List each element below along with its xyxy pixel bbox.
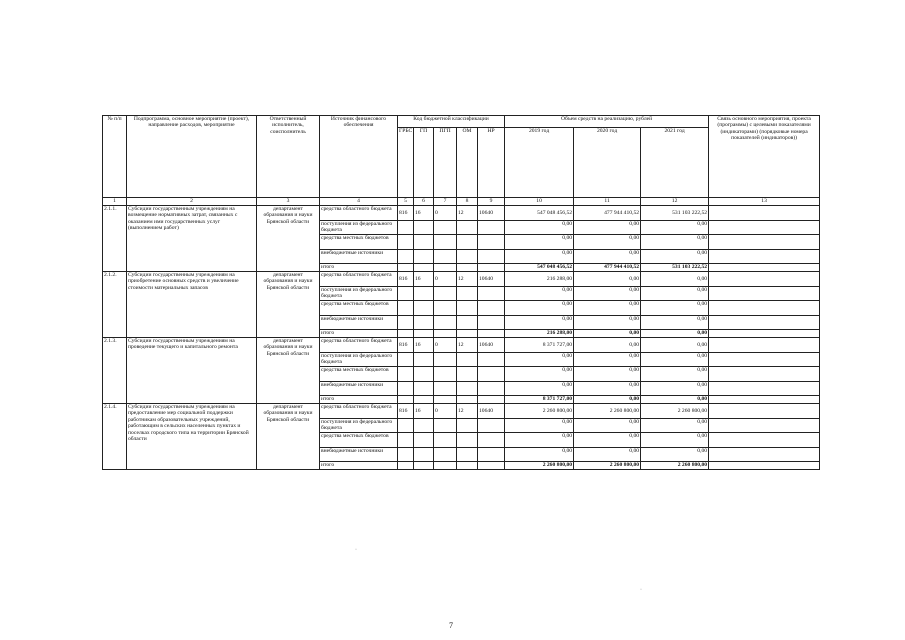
code-gp: 16 [414,206,434,221]
code-nr [478,220,505,235]
code-pgp: 0 [434,338,457,353]
header-2020: 2020 год [574,128,641,198]
code-pgp [434,301,457,316]
item-number: 2.1.2. [103,272,127,338]
indicator-link-cell [709,206,820,221]
amount-cell: 0,00 [574,249,641,264]
code-gp [414,462,434,470]
indicator-link-cell [709,433,820,448]
amount-cell: 0,00 [505,433,574,448]
amount-cell: 0,00 [641,220,709,235]
amount-cell: 0,00 [574,301,641,316]
item-title: Субсидии государственным учреждениям на приобретение основных средств и увеличение стоимости материальных запасов [127,272,257,338]
column-number: 8 [457,198,478,206]
code-nr [478,462,505,470]
amount-cell: 0,00 [641,418,709,433]
column-number: 1 [103,198,127,206]
code-grbs [398,396,414,404]
code-grbs: 816 [398,404,414,419]
item-title: Субсидии государственным учреждениям на предоставление мер социальной поддержки работникам образовательных учреждений, работающим в сельских населенных пунктах и поселках городского типа на территории Брянской области [127,404,257,470]
header-link: Связь основного мероприятия, проекта (программы) с целевыми показателями (индикаторами) (порядковые номера показателей (индикаторов)) [709,116,820,198]
amount-cell: 477 944 410,52 [574,264,641,272]
code-pgp [434,235,457,250]
code-nr [478,315,505,330]
column-number: 9 [478,198,505,206]
amount-cell: 0,00 [574,272,641,287]
amount-cell: 0,00 [574,367,641,382]
amount-cell: 547 048 456,52 [505,206,574,221]
amount-cell: 0,00 [574,433,641,448]
source-label: внебюджетные источники [320,249,398,264]
column-number: 13 [709,198,820,206]
code-nr: 10640 [478,338,505,353]
code-grbs [398,352,414,367]
item-number: 2.1.4. [103,404,127,470]
indicator-link-cell [709,418,820,433]
code-nr [478,381,505,396]
indicator-link-cell [709,301,820,316]
code-om [457,381,478,396]
amount-cell: 547 048 456,52 [505,264,574,272]
column-number: 12 [641,198,709,206]
amount-cell: 0,00 [574,381,641,396]
code-gp [414,367,434,382]
indicator-link-cell [709,462,820,470]
code-om [457,396,478,404]
code-pgp [434,264,457,272]
source-label: поступления из федерального бюджета [320,220,398,235]
amount-cell: 0,00 [641,352,709,367]
amount-cell: 0,00 [641,396,709,404]
item-number: 2.1.3. [103,338,127,404]
amount-cell: 0,00 [574,352,641,367]
item-title: Субсидии государственным учреждениям на возмещение нормативных затрат, связанных с оказанием ими государственных услуг (выполнением работ) [127,206,257,272]
amount-cell: 216 288,00 [505,330,574,338]
column-number: 3 [257,198,320,206]
code-om [457,286,478,301]
scan-speck: · [355,547,357,553]
source-label: внебюджетные источники [320,447,398,462]
source-label: поступления из федерального бюджета [320,418,398,433]
code-pgp: 0 [434,404,457,419]
code-om [457,462,478,470]
code-nr [478,433,505,448]
amount-cell: 0,00 [641,338,709,353]
code-nr [478,301,505,316]
code-pgp: 0 [434,272,457,287]
amount-cell: 0,00 [505,235,574,250]
code-om: 12 [457,338,478,353]
code-nr: 10640 [478,206,505,221]
amount-cell: 0,00 [574,235,641,250]
code-gp [414,286,434,301]
code-pgp [434,367,457,382]
header-subprogram: Подпрограмма, основное мероприятие (проект), направление расходов, мероприятие [127,116,257,198]
code-pgp [434,381,457,396]
code-grbs [398,367,414,382]
amount-cell: 0,00 [505,301,574,316]
code-grbs [398,418,414,433]
amount-cell: 0,00 [574,418,641,433]
code-grbs [398,286,414,301]
code-gp [414,249,434,264]
amount-cell: 2 260 800,00 [574,462,641,470]
code-grbs [398,249,414,264]
source-label: внебюджетные источники [320,315,398,330]
indicator-link-cell [709,338,820,353]
code-pgp: 0 [434,206,457,221]
code-grbs [398,447,414,462]
source-label: средства областного бюджета [320,404,398,419]
code-nr [478,264,505,272]
amount-cell: 0,00 [505,286,574,301]
column-number: 6 [414,198,434,206]
code-grbs [398,235,414,250]
code-pgp [434,418,457,433]
source-label: итого [320,396,398,404]
amount-cell: 0,00 [574,330,641,338]
amount-cell: 0,00 [505,352,574,367]
code-nr [478,447,505,462]
indicator-link-cell [709,367,820,382]
amount-cell: 531 103 222,52 [641,264,709,272]
code-gp [414,301,434,316]
code-om [457,220,478,235]
source-label: средства местных бюджетов [320,367,398,382]
amount-cell: 0,00 [574,286,641,301]
code-om [457,249,478,264]
amount-cell: 0,00 [641,249,709,264]
code-gp [414,418,434,433]
amount-cell: 0,00 [641,315,709,330]
code-gp: 16 [414,272,434,287]
code-grbs [398,433,414,448]
item-responsible: департамент образования и науки Брянской области [257,404,320,470]
amount-cell: 0,00 [505,315,574,330]
amount-cell: 477 944 410,52 [574,206,641,221]
code-pgp [434,330,457,338]
code-pgp [434,352,457,367]
code-nr: 10640 [478,272,505,287]
source-label: средства местных бюджетов [320,235,398,250]
item-responsible: департамент образования и науки Брянской области [257,338,320,404]
source-label: средства областного бюджета [320,272,398,287]
code-gp [414,220,434,235]
indicator-link-cell [709,330,820,338]
header-nr: НР [478,128,505,198]
amount-cell: 0,00 [505,418,574,433]
code-om [457,330,478,338]
header-responsible: Ответственный исполнитель, соисполнитель [257,116,320,198]
code-gp [414,352,434,367]
source-label: средства областного бюджета [320,206,398,221]
column-number: 7 [434,198,457,206]
indicator-link-cell [709,249,820,264]
code-pgp [434,220,457,235]
code-nr [478,330,505,338]
scan-speck: · [640,587,642,593]
source-label: поступления из федерального бюджета [320,352,398,367]
code-nr [478,249,505,264]
code-grbs: 816 [398,206,414,221]
indicator-link-cell [709,220,820,235]
amount-cell: 0,00 [641,286,709,301]
amount-cell: 0,00 [574,220,641,235]
header-om: ОМ [457,128,478,198]
indicator-link-cell [709,272,820,287]
code-grbs [398,264,414,272]
indicator-link-cell [709,235,820,250]
amount-cell: 0,00 [505,381,574,396]
column-number: 2 [127,198,257,206]
code-om [457,447,478,462]
code-om [457,301,478,316]
code-nr [478,418,505,433]
source-label: итого [320,264,398,272]
amount-cell: 8 371 727,00 [505,338,574,353]
code-pgp [434,433,457,448]
indicator-link-cell [709,381,820,396]
header-num: № п/п [103,116,127,198]
code-om: 12 [457,272,478,287]
amount-cell: 0,00 [574,315,641,330]
source-label: средства местных бюджетов [320,433,398,448]
page-number: 7 [449,621,453,630]
source-label: итого [320,330,398,338]
amount-cell: 0,00 [641,272,709,287]
indicator-link-cell [709,447,820,462]
code-pgp [434,315,457,330]
amount-cell: 0,00 [574,338,641,353]
amount-cell: 2 260 800,00 [505,462,574,470]
code-pgp [434,462,457,470]
item-responsible: департамент образования и науки Брянской области [257,272,320,338]
source-label: средства местных бюджетов [320,301,398,316]
indicator-link-cell [709,264,820,272]
item-title: Субсидии государственным учреждениям на проведение текущего и капитального ремонта [127,338,257,404]
indicator-link-cell [709,404,820,419]
header-grbs: ГРБС [398,128,414,198]
code-nr [478,396,505,404]
code-gp: 16 [414,404,434,419]
amount-cell: 2 260 800,00 [574,404,641,419]
code-om [457,235,478,250]
indicator-link-cell [709,315,820,330]
code-nr [478,286,505,301]
code-gp [414,396,434,404]
indicator-link-cell [709,352,820,367]
amount-cell: 0,00 [641,330,709,338]
code-grbs [398,462,414,470]
amount-cell: 216 288,00 [505,272,574,287]
source-label: итого [320,462,398,470]
code-gp [414,433,434,448]
code-pgp [434,447,457,462]
amount-cell: 0,00 [641,447,709,462]
source-label: внебюджетные источники [320,381,398,396]
amount-cell: 8 371 727,00 [505,396,574,404]
indicator-link-cell [709,396,820,404]
code-gp: 16 [414,338,434,353]
code-om [457,418,478,433]
amount-cell: 0,00 [574,447,641,462]
amount-cell: 0,00 [641,301,709,316]
column-number: 4 [320,198,398,206]
source-label: средства областного бюджета [320,338,398,353]
code-gp [414,315,434,330]
item-responsible: департамент образования и науки Брянской области [257,206,320,272]
header-2021: 2021 год [641,128,709,198]
code-nr: 10640 [478,404,505,419]
column-number: 10 [505,198,574,206]
code-grbs: 816 [398,272,414,287]
code-nr [478,367,505,382]
amount-cell: 0,00 [641,235,709,250]
amount-cell: 0,00 [641,433,709,448]
amount-cell: 531 103 222,52 [641,206,709,221]
code-om: 12 [457,404,478,419]
amount-cell: 0,00 [505,447,574,462]
code-pgp [434,286,457,301]
code-om [457,264,478,272]
code-gp [414,330,434,338]
code-om [457,367,478,382]
code-gp [414,264,434,272]
header-pgp: ПГП [434,128,457,198]
code-grbs [398,220,414,235]
code-grbs [398,381,414,396]
header-volume: Объем средств на реализацию, рублей [505,116,709,128]
amount-cell: 2 260 800,00 [641,404,709,419]
code-grbs [398,301,414,316]
code-grbs [398,315,414,330]
column-number: 11 [574,198,641,206]
amount-cell: 0,00 [574,396,641,404]
source-label: поступления из федерального бюджета [320,286,398,301]
code-nr [478,352,505,367]
code-nr [478,235,505,250]
code-grbs: 816 [398,338,414,353]
amount-cell: 0,00 [641,367,709,382]
amount-cell: 0,00 [505,367,574,382]
budget-table [102,115,820,470]
code-om [457,433,478,448]
code-om [457,352,478,367]
code-om [457,315,478,330]
column-number: 5 [398,198,414,206]
code-pgp [434,396,457,404]
header-source: Источник финансового обеспечения [320,116,398,198]
header-gp: ГП [414,128,434,198]
code-gp [414,235,434,250]
amount-cell: 2 260 800,00 [641,462,709,470]
amount-cell: 0,00 [641,381,709,396]
code-gp [414,381,434,396]
code-gp [414,447,434,462]
code-grbs [398,330,414,338]
header-budget-code: Код бюджетной классификации [398,116,505,128]
item-number: 2.1.1. [103,206,127,272]
amount-cell: 0,00 [505,249,574,264]
amount-cell: 2 260 800,00 [505,404,574,419]
code-om: 12 [457,206,478,221]
header-2019: 2019 год [505,128,574,198]
amount-cell: 0,00 [505,220,574,235]
indicator-link-cell [709,286,820,301]
code-pgp [434,249,457,264]
